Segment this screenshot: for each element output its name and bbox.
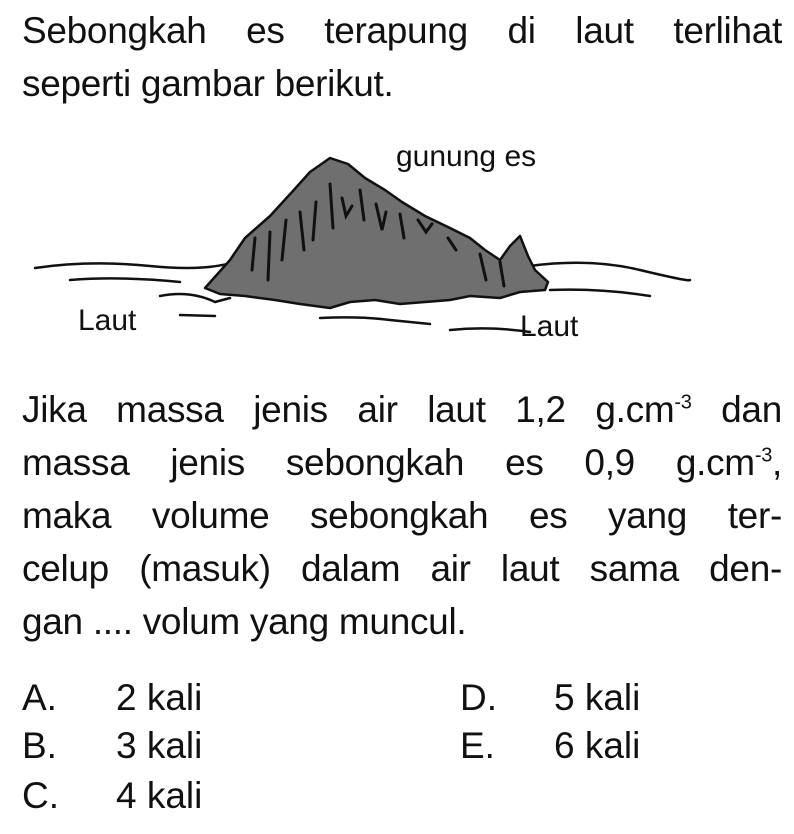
option-a-letter: A. (22, 677, 57, 718)
label-sea-right: Laut (520, 310, 579, 343)
option-d-letter: D. (460, 677, 497, 718)
iceberg-figure (30, 120, 710, 360)
option-b[interactable] (22, 724, 202, 768)
iceberg-shape (205, 158, 548, 308)
option-e-letter: E. (460, 725, 495, 766)
option-b-letter: B. (22, 725, 57, 766)
option-e[interactable] (460, 724, 640, 768)
option-d[interactable] (460, 676, 640, 720)
option-c-letter: C. (22, 775, 59, 816)
question-line-2 (22, 436, 782, 489)
question-line-1-exponent: -3 (674, 391, 692, 414)
question-line-5: gan .... volum yang muncul. (22, 601, 467, 642)
question-text (22, 383, 782, 648)
question-line-1 (22, 383, 782, 436)
question-line-2-exponent: -3 (754, 444, 773, 467)
option-c-text: 4 kali (116, 775, 203, 816)
option-c[interactable] (22, 774, 202, 818)
question-line-1-pre: Jika massa jenis air laut 1,2 g.cm (22, 389, 675, 430)
label-sea-left: Laut (78, 304, 137, 337)
label-iceberg: gunung es (396, 140, 537, 173)
option-d-text: 5 kali (554, 677, 641, 718)
option-b-text: 3 kali (116, 725, 203, 766)
intro-text (22, 4, 782, 110)
intro-line-2: seperti gambar berikut. (22, 63, 394, 104)
question-line-3: maka volume sebongkah es yang ter- (22, 495, 782, 536)
intro-line-1: Sebongkah es terapung di laut terlihat (22, 10, 782, 51)
option-a[interactable] (22, 676, 202, 720)
option-e-text: 6 kali (554, 725, 641, 766)
question-line-4: celup (masuk) dalam air laut sama den- (22, 548, 782, 589)
question-line-2-post: , (772, 442, 782, 483)
question-line-1-post: dan (691, 389, 782, 430)
question-line-2-pre: massa jenis sebongkah es 0,9 g.cm (22, 442, 755, 483)
option-a-text: 2 kali (116, 677, 203, 718)
